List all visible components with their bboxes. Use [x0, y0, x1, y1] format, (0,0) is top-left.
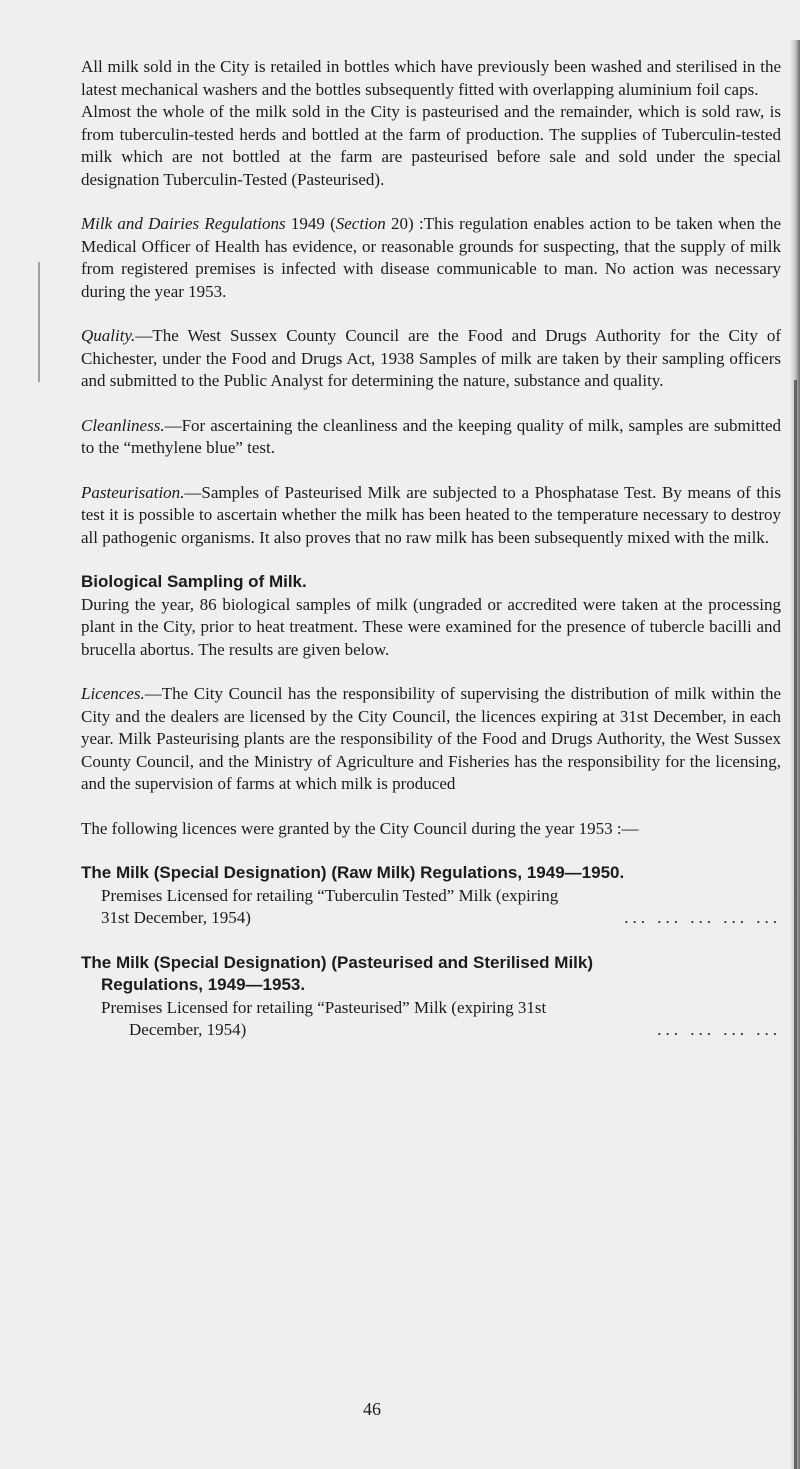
paragraph-following-licences: The following licences were granted by the City Council during the year 1953 :— [81, 818, 639, 838]
paragraph-licences [81, 683, 781, 796]
pasteurised-dot-leader: ... ... ... ... [657, 1020, 781, 1039]
biological-sampling-heading: Biological Sampling of Milk. [81, 572, 307, 591]
regulations-text: 20) :This regulation enables action to be taken when the Medical Officer of Health has evidence, or reasonable grounds for suspecting, that the supply of milk from registered premises is infected with disease communicable to man. No action was necessary during the year 1953. [81, 214, 781, 301]
regulations-year: 1949 ( [285, 214, 336, 233]
quality-text: —The West Sussex County Council are the Food and Drugs Authority for the City of Chichester, under the Food and Drugs Act, 1938 Samples of milk are taken by their sampling officers and submitted to the Public Analyst for determining the nature, substance and quality. [81, 326, 781, 390]
regulations-title: Milk and Dairies Regulations [81, 214, 286, 233]
page-number: 46 [363, 1399, 381, 1419]
pasteurised-licence-expiry [81, 1019, 781, 1042]
cleanliness-text: —For ascertaining the cleanliness and the keeping quality of milk, samples are submitted to the “methylene blue” test. [81, 415, 781, 457]
paragraph-regulations [81, 213, 781, 303]
spacer [81, 840, 781, 862]
raw-milk-expiry-date: 31st December, 1954) [101, 908, 251, 927]
document-body [81, 56, 781, 1042]
paragraph-bottles: All milk sold in the City is retailed in bottles which have previously been washed and sterilised in the latest mechanical washers and the bottles subsequently fitted with overlapping aluminium foil caps. [81, 57, 781, 99]
raw-milk-licence-line: Premises Licensed for retailing “Tuberculin Tested” Milk (expiring [101, 885, 559, 905]
spacer [81, 303, 781, 325]
raw-milk-dot-leader: ... ... ... ... ... [624, 908, 781, 927]
pasteurised-regulations-heading: The Milk (Special Designation) (Pasteurised and Sterilised Milk) [81, 952, 594, 972]
spacer [81, 661, 781, 683]
raw-milk-licence-expiry [81, 907, 781, 930]
spacer [81, 930, 781, 952]
page-edge-line [794, 380, 797, 1469]
quality-heading: Quality. [81, 326, 136, 345]
pasteurisation-heading: Pasteurisation. [81, 482, 185, 502]
paragraph-pasteurisation [81, 482, 781, 550]
spacer [81, 191, 781, 213]
pasteurised-regulations-heading-cont: Regulations, 1949—1953. [101, 975, 306, 994]
spacer [81, 460, 781, 482]
licences-heading: Licences. [81, 684, 145, 703]
pasteurised-expiry-date: December, 1954) [129, 1020, 247, 1039]
cleanliness-heading: Cleanliness. [81, 415, 165, 435]
raw-milk-regulations-heading: The Milk (Special Designation) (Raw Milk) Regulations, 1949—1950. [81, 863, 625, 882]
licences-text: —The City Council has the responsibility of supervising the distribution of milk within the City and the dealers are licensed by the City Council, the licences expiring at 31st December, in each year. Milk Pasteurising plants are the responsibility of the Food and Drugs Authority, the West Sussex County Council, and the Ministry of Agriculture and Fisheries has the responsibility for the licensing, and the supervision of farms at which milk is produced [81, 684, 781, 793]
spacer [81, 796, 781, 818]
regulations-section: Section [335, 214, 386, 233]
pasteurisation-text: —Samples of Pasteurised Milk are subjected to a Phosphatase Test. By means of this test it is possible to ascertain whether the milk has been heated to the temperature necessary to destroy all pathogenic organisms. It also proves that no raw milk has been subsequently mixed with the milk. [81, 482, 781, 547]
paragraph-pasteurised: Almost the whole of the milk sold in the City is pasteurised and the remainder, which is sold raw, is from tuberculin-tested herds and bottled at the farm of production. The supplies of Tuberculin-tested milk which are not bottled at the farm are pasteurised before sale and sold under the special designation Tuberculin-Tested (Pasteurised). [81, 102, 781, 189]
spacer [81, 393, 781, 415]
paragraph-cleanliness [81, 415, 781, 460]
pasteurised-licence-line: Premises Licensed for retailing “Pasteurised” Milk (expiring 31st [101, 997, 547, 1017]
binding-mark [38, 262, 40, 382]
paragraph-biological-sampling: During the year, 86 biological samples of milk (ungraded or accredited were taken at the processing plant in the City, prior to heat treatment. These were examined for the presence of tubercle bacilli and brucella abortus. The results are given below. [81, 594, 781, 659]
paragraph-quality [81, 325, 781, 393]
spacer [81, 549, 781, 571]
